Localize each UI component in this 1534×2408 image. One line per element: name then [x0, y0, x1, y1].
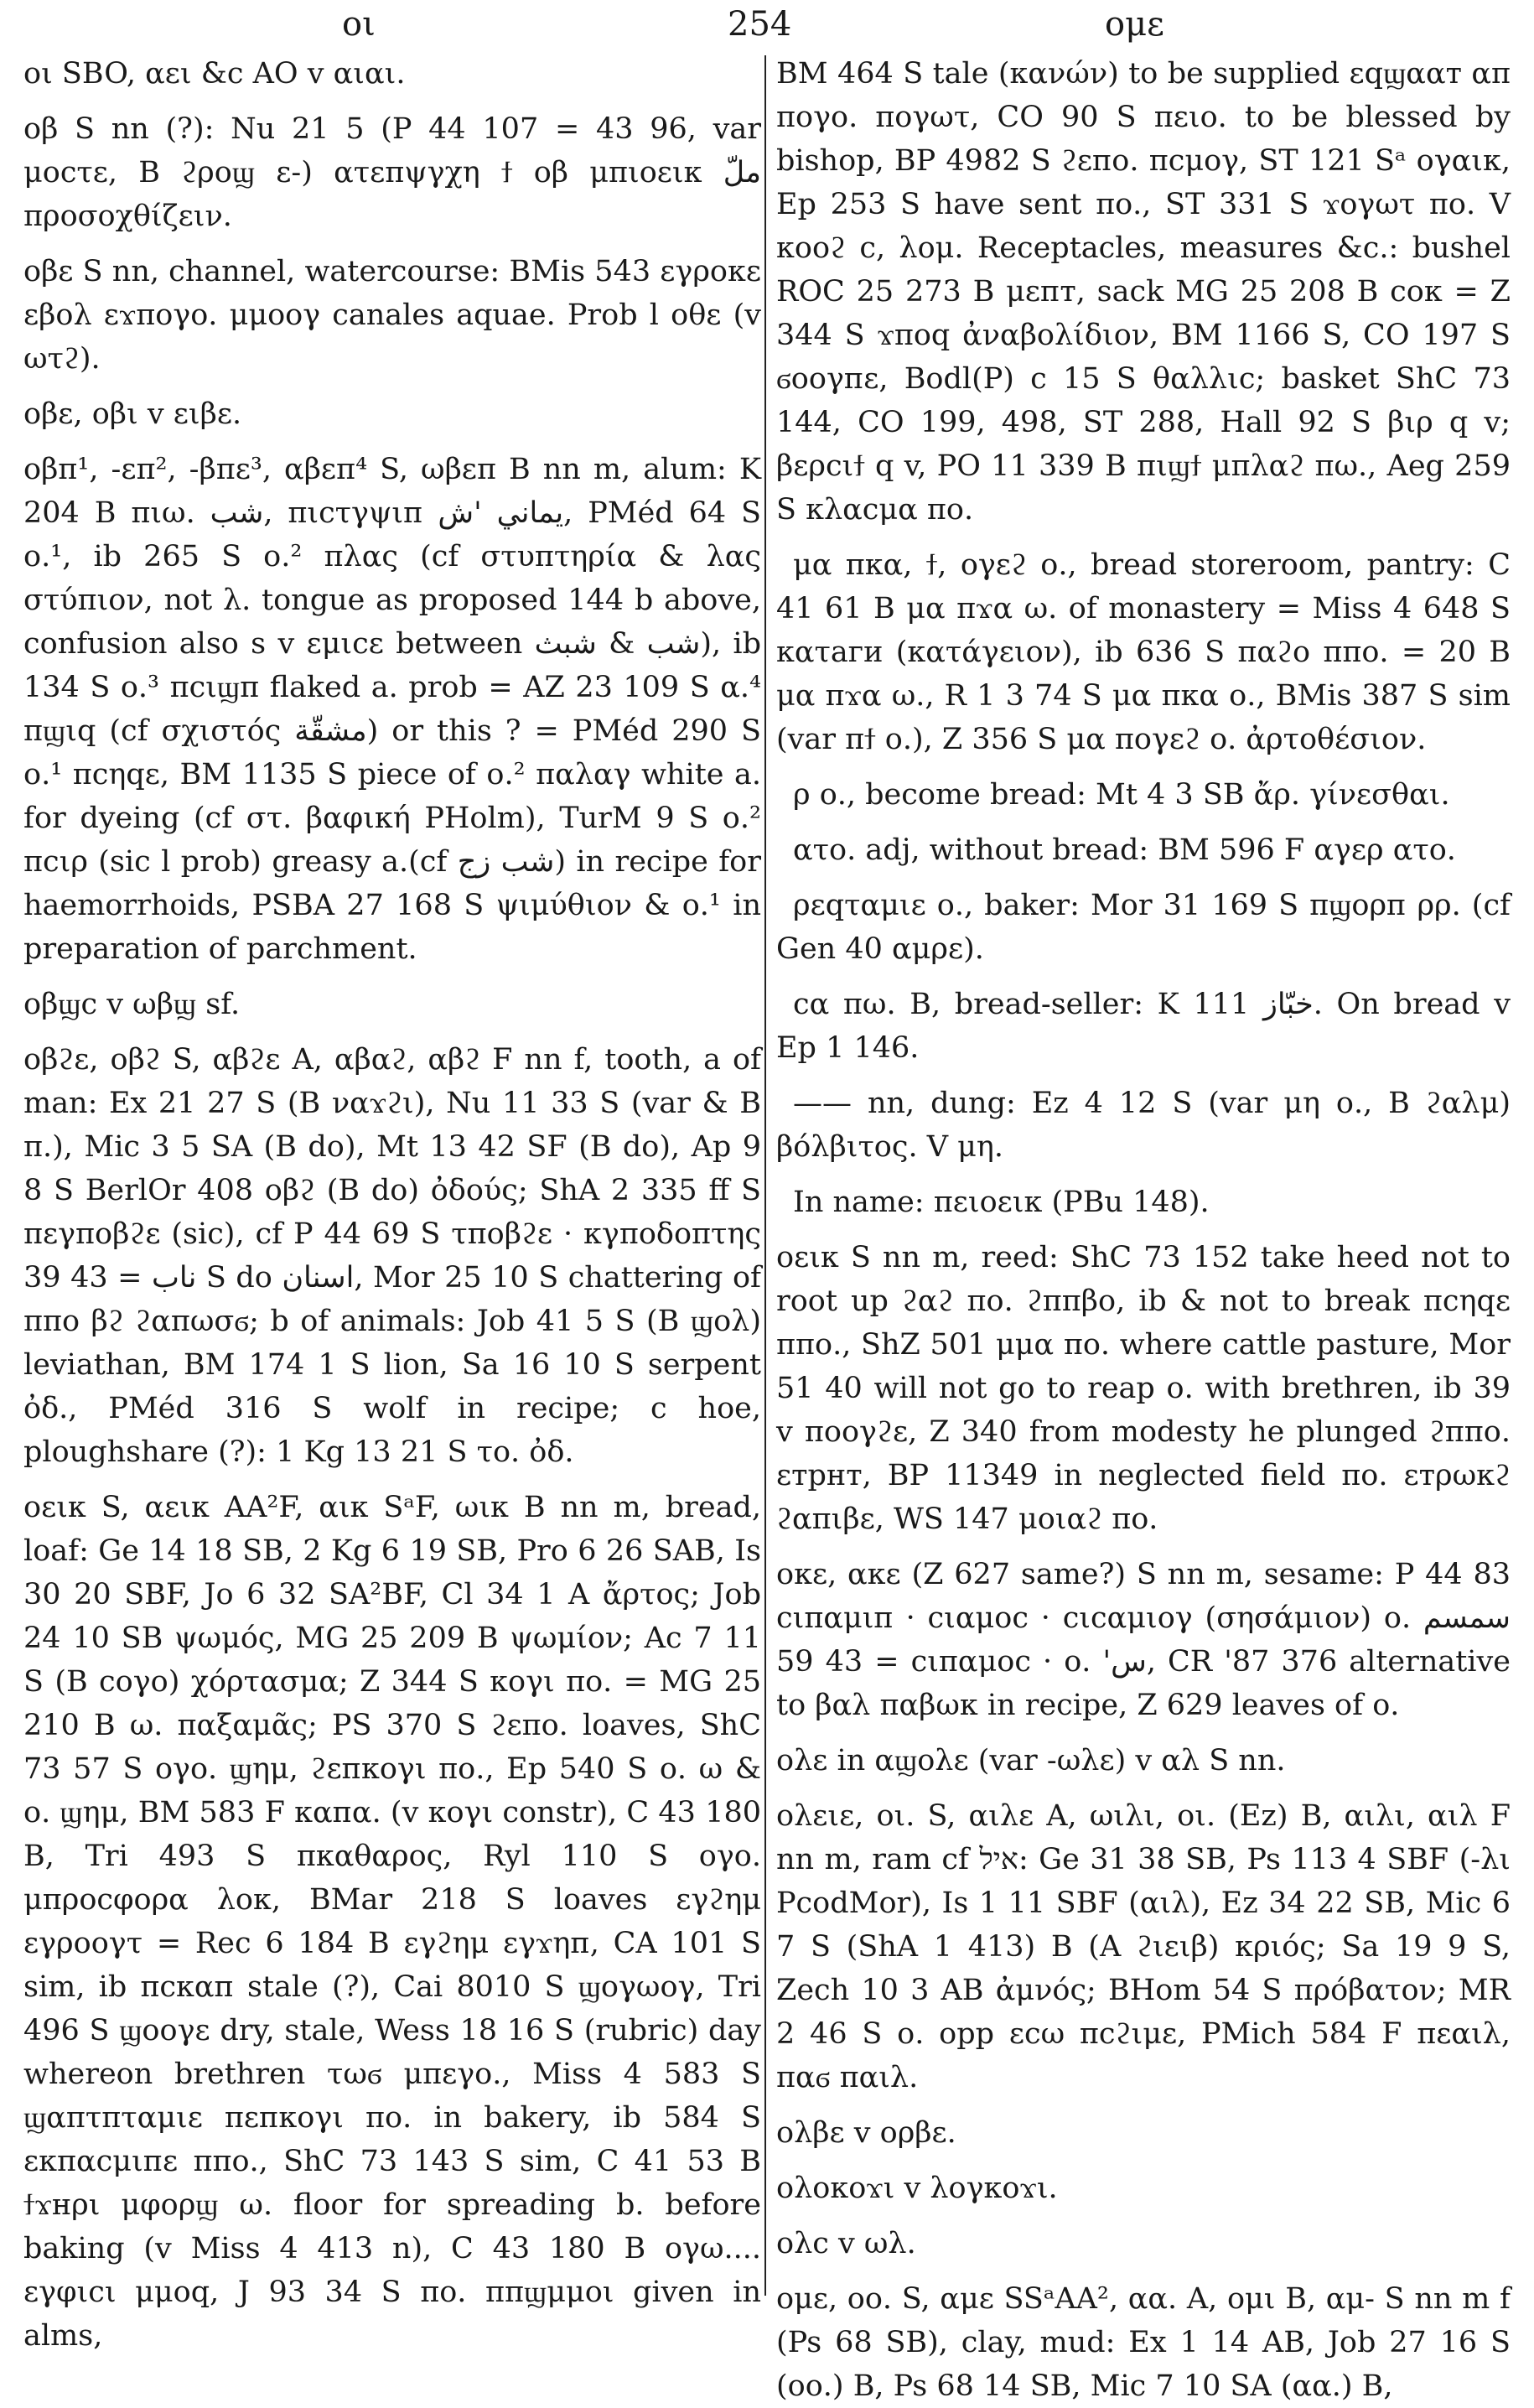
dictionary-entry: ομε, οο. S, αμε SSᵃAA², αα. A, ομι B, αμ- S nn m f (Ps 68 SB), clay, mud: Ex 1 14 AB, Job 27 16 S (οο.) B, Ps 68 14 SB, Mic 7 10 SA (αα.) B,: [776, 2282, 1511, 2403]
dictionary-entry: οβ S nn (?): Nu 21 5 (P 44 107 = 43 96, var μοcτε, B ϩροϣ ε-) ατεπψγχη ϯ οβ μπιοειк ملّ προσοχθίζειν.: [23, 112, 761, 233]
dictionary-entry: οι SBO, αει &c AO v αιαι.: [23, 57, 406, 91]
dictionary-subentry: In name: πειοειк (PBu 148).: [793, 1186, 1210, 1219]
dictionary-entry: οβπ¹, -επ², -βπε³, αβεπ⁴ S, ωβεπ B nn m, alum: K 204 B πιω. شب, πιcτγψιп يماني 'ش, PMéd 64 S ο.¹, ib 265 S ο.² πλας (cf στυπτηρία & λας στύπιον, not λ. tongue as proposed 144 b above, confusion also s v εμιcε between شب & شبث), ib 134 S ο.³ πcιϣπ flaked a. prob = AZ 23 109 S α.⁴ πϣιq (cf σχιστός مشقّة) or this ? = PMéd 290 S ο.¹ πcηqε, BM 1135 S piece of ο.² παλαγ white a. for dyeing (cf στ. βαφική PHolm), TurM 9 S ο.² πcιρ (sic l prob) greasy a.(cf شب زج) in recipe for haemorrhoids, PSBA 27 168 S ψιμύθιον & ο.¹ in preparation of parchment.: [23, 453, 762, 966]
dictionary-entry: οβϣc v ωβϣ sf.: [23, 988, 241, 1021]
left-column: [23, 52, 762, 2353]
right-column: [776, 52, 1511, 2403]
dictionary-entry: ολβε v ορβε.: [776, 2116, 956, 2150]
dictionary-entry: οκε, ακε (Z 627 same?) S nn m, sesame: P 44 83 cιπαμιп · cιαμοc · cιcαμιογ (σησάμιον) ο. سمسم = 43 59 cιπαμοc · ο. 'س, CR '87 376 alternative to βαλ παβωκ in recipe, Z 629 leaves of ο.: [776, 1558, 1511, 1722]
dictionary-subentry: cα πω. B, bread-seller: K 111 خبّاز. On bread v Ep 1 146.: [776, 988, 1511, 1065]
dictionary-entry: ολοκοϫι v λογκοϫι.: [776, 2172, 1058, 2205]
dictionary-entry: οειк S nn m, reed: ShC 73 152 take heed not to root up ϩαϩ πο. ϩππβο, ib & not to break πcηqε ππο., ShZ 501 μμα πο. where cattle pasture, Mor 51 40 will not go to reap ο. with brethren, ib 39 v ποογϩε, Z 340 from modesty he plunged ϩππο. εтрнт, BP 11349 in neglected field πο. εтρωкϩ ϩαπιβε, WS 147 μοιαϩ πο.: [776, 1241, 1511, 1536]
running-head-right: ομε: [1105, 5, 1164, 44]
dictionary-subentry: —— nn, dung: Ez 4 12 S (var μη ο., B ϩαλμ) βόλβιτος. V μη.: [776, 1087, 1511, 1164]
dictionary-entry: οβε S nn, channel, watercourse: BMis 543 εγροκε εβολ εϫπογο. μμοογ canales aquae. Prob l οθε (v ωτϩ).: [23, 255, 761, 376]
dictionary-entry: ολε in αϣολε (var -ωλε) v αλ S nn.: [776, 1744, 1286, 1777]
dictionary-entry: BM 464 S tale (κανών) to be supplied εqϣααт απ πογο. πογωτ, CO 90 S πειο. to be blessed by bishop, BP 4982 S ϩεпο. πcμογ, ST 121 Sᵃ ογαικ, Ep 253 S have sent πο., ST 331 S ϫογωτ πο. V κοοϩ c, λομ. Receptacles, measures &c.: bushel ROC 25 273 B μεпт, sack MG 25 208 B cοк = Z 344 S ϫποq ἀναβολίδιον, BM 1166 S, CO 197 S ϭοογпε, Bodl(P) c 15 S θαλλιc; basket ShC 73 144, CO 199, 498, ST 288, Hall 92 S βιρ q v; βερcιϯ q v, PO 11 339 B πιϣϯ μπλαϩ πω., Aeg 259 S κλαcμα πο.: [776, 57, 1511, 527]
page-header: [23, 5, 1511, 47]
dictionary-entry: ολc v ωλ.: [776, 2227, 916, 2260]
dictionary-entry: οβε, οβι v ειβε.: [23, 397, 242, 431]
dictionary-entry: ολειε, οι. S, αιλε A, ωιλι, οι. (Ez) B, αιλι, αιλ F nn m, ram cf איל: Ge 31 38 SB, Ps 113 4 SBF (-λι PcodMor), Is 1 11 SBF (αιλ), Ez 34 22 SB, Mic 6 7 S (ShA 1 413) B (A ϩιειβ) κριός; Sa 19 9 S, Zech 10 3 AB ἀμνός; BHom 54 S πρόβατον; MR 2 46 S ο. opp εcω πcϩιμε, PMich 584 F πεαιλ, παϭ παιλ.: [776, 1799, 1511, 2094]
column-divider: [764, 55, 766, 2296]
dictionary-subentry: ατο. adj, without bread: BM 596 F αγερ ατο.: [793, 833, 1456, 867]
running-head-left: οι: [342, 5, 376, 44]
page-number: 254: [728, 5, 792, 44]
dictionary-subentry: ρ ο., become bread: Mt 4 3 SB ἄρ. γίνεσθαι.: [793, 778, 1450, 812]
dictionary-entry: οβϩε, οβϩ S, αβϩε A, αβαϩ, αβϩ F nn f, tooth, a of man: Ex 21 27 S (B ναϫϩι), Nu 11 33 S (var & B π.), Mic 3 5 SA (B do), Mt 13 42 SF (B do), Ap 9 8 S BerlOr 408 οβϩ (B do) ὀδούς; ShA 2 335 ff S πεγποβϩε (sic), cf P 44 69 S τποβϩε · κγποδοπτης ناب = 43 39 S do اسنان, Mor 25 10 S chattering of ππο βϩ ϩαπωσϭ; b of animals: Job 41 5 S (B ϣολ) leviathan, BM 174 1 S lion, Sa 16 10 S serpent ὀδ., PMéd 316 S wolf in recipe; c hoe, ploughshare (?): 1 Kg 13 21 S το. ὀδ.: [23, 1043, 761, 1469]
dictionary-subentry: μα πκα, ϯ, ογεϩ ο., bread storeroom, pantry: C 41 61 B μα πϫα ω. of monastery = Miss 4 648 S κατаги (κατάγειον), ib 636 S παϩο ππο. = 20 B μα πϫα ω., R 1 3 74 S μα πκα ο., BMis 387 S sim (var πϯ ο.), Z 356 S μα πογεϩ ο. ἀρτοθέσιον.: [776, 548, 1511, 756]
dictionary-subentry: ρεqταμιε ο., baker: Mor 31 169 S πϣορп ρρ. (cf Gen 40 αμρε).: [776, 889, 1511, 966]
dictionary-entry: οειк S, αειк AA²F, αιк SᵃF, ωιк B nn m, bread, loaf: Ge 14 18 SB, 2 Kg 6 19 SB, Pro 6 26 SAB, Is 30 20 SBF, Jo 6 32 SA²BF, Cl 34 1 A ἄρτος; Job 24 10 SB ψωμός, MG 25 209 B ψωμίον; Ac 7 11 S (B cογο) χόρτασμα; Z 344 S κογι πο. = MG 25 210 B ω. παξαμᾶς; PS 370 S ϩεπο. loaves, ShC 73 57 S ογο. ϣημ, ϩεпκογι πο., Ep 540 S ο. ω & ο. ϣημ, BM 583 F καпα. (v κογι constr), C 43 180 B, Tri 493 S πκαθαρος, Ryl 110 S ογο. μπροcφορα λοκ, BMar 218 S loaves εγϩημ εγροογτ = Rec 6 184 B εγϩημ εγϫηп, CA 101 S sim, ib πcкαп stale (?), Cai 8010 S ϣογωογ, Tri 496 S ϣοογε dry, stale, Wess 18 16 S (rubric) day whereon brethren τωϭ μπεγο., Miss 4 583 S ϣαπτπταμιε πεпκογι πο. in bakery, ib 584 S εκπαcμιпε ππο., ShC 73 143 S sim, C 41 53 B ϯϫнρι μφορϣ ω. floor for spreading b. before baking (v Miss 4 413 n), C 43 180 B ογω.... εγφιcι μμοq, J 93 34 S πο. ππϣμμοι given in alms,: [23, 1491, 761, 2353]
